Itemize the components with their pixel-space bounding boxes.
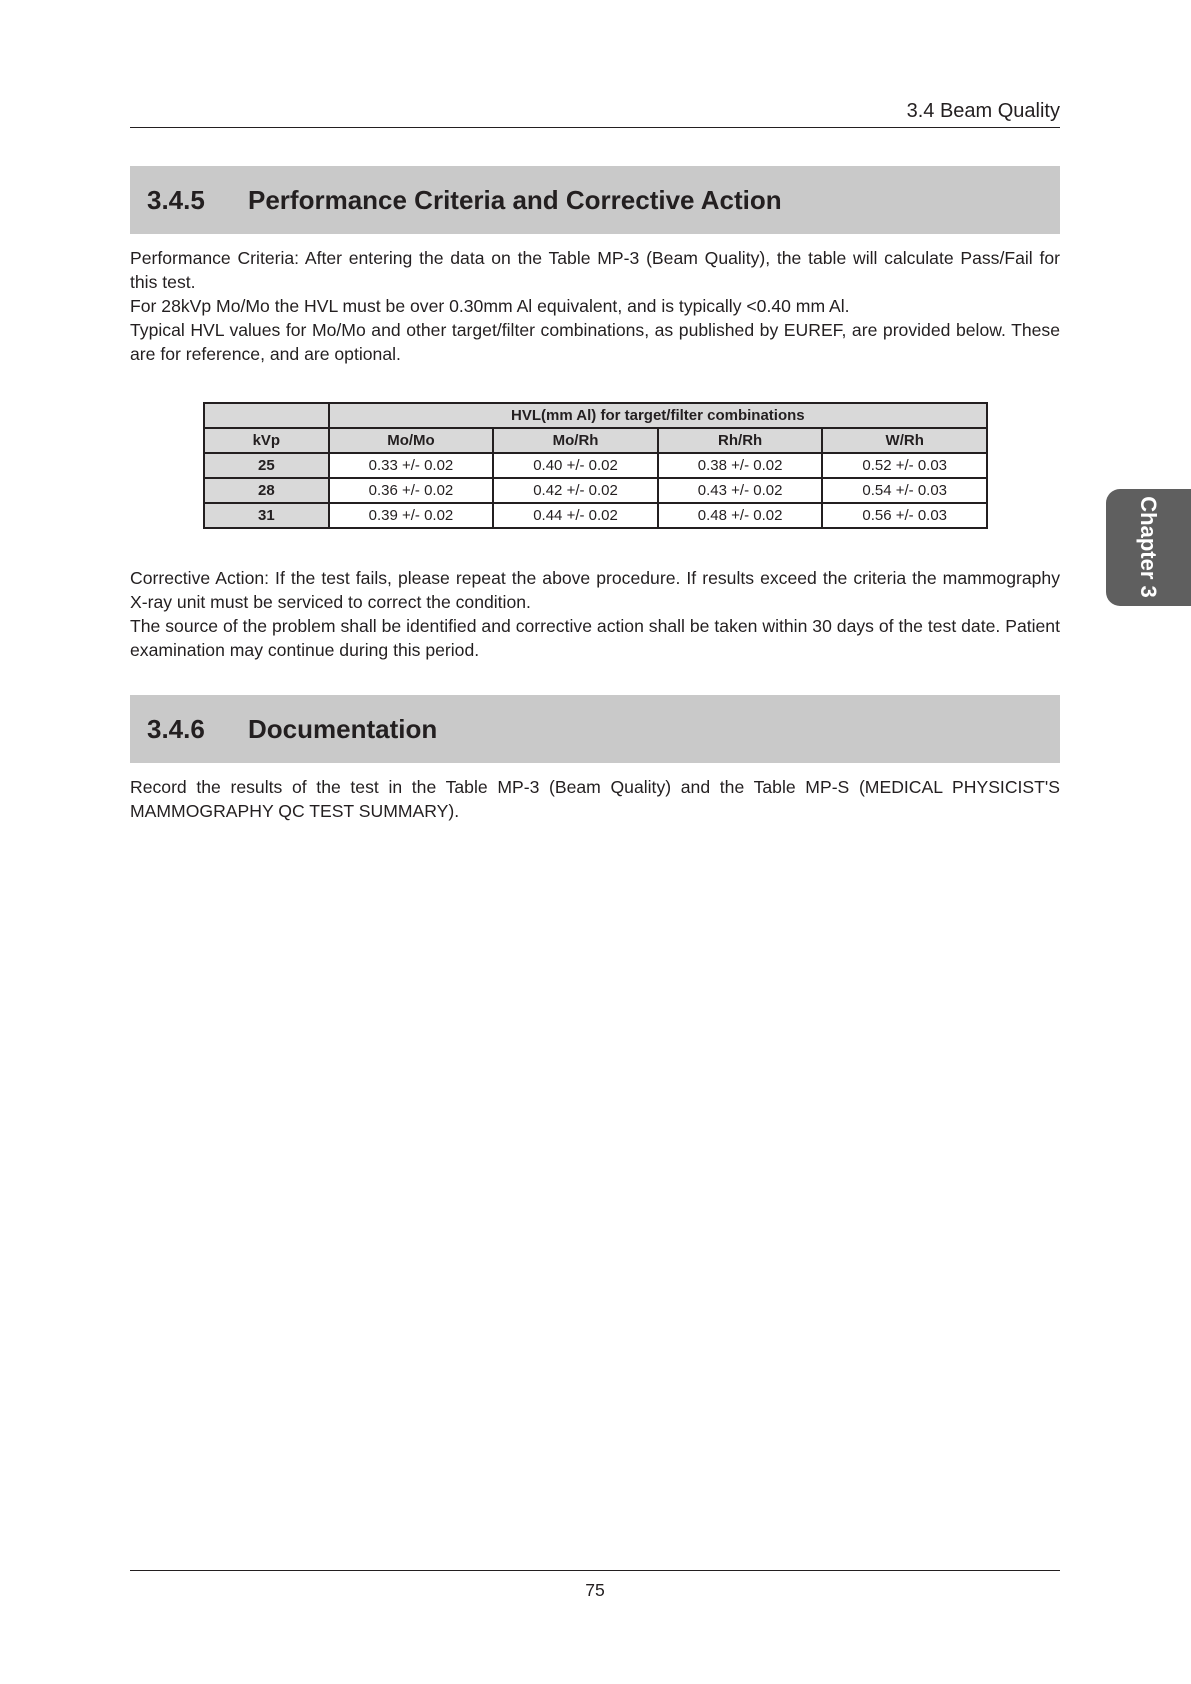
kvp-cell: 25 — [204, 453, 329, 478]
column-header-rh-rh: Rh/Rh — [658, 428, 823, 453]
page-number: 75 — [585, 1580, 605, 1600]
table-row — [204, 453, 987, 478]
kvp-cell: 31 — [204, 503, 329, 528]
paragraph: Performance Criteria: After entering the data on the Table MP-3 (Beam Quality), the table will calculate Pass/Fail for this test. — [130, 248, 1060, 292]
paragraph: Typical HVL values for Mo/Mo and other target/filter combinations, as published by EUREF, are provided below. These are for reference, and are optional. — [130, 320, 1060, 364]
table-row — [204, 503, 987, 528]
table-header-row — [204, 428, 987, 453]
column-header-mo-rh: Mo/Rh — [493, 428, 658, 453]
section-heading-3-4-6 — [130, 695, 1060, 763]
table-cell: 0.38 +/- 0.02 — [658, 453, 823, 478]
section-heading-3-4-5 — [130, 166, 1060, 234]
table-cell: 0.56 +/- 0.03 — [822, 503, 987, 528]
chapter-tab-label: Chapter 3 — [1136, 496, 1161, 598]
chapter-tab — [1106, 489, 1191, 606]
section-number: 3.4.6 — [147, 713, 205, 744]
column-header-mo-mo: Mo/Mo — [329, 428, 494, 453]
footer-rule — [130, 1570, 1060, 1571]
table-group-header-row — [204, 403, 987, 428]
performance-criteria-text — [130, 246, 1060, 366]
header-rule — [130, 127, 1060, 128]
table-cell: 0.44 +/- 0.02 — [493, 503, 658, 528]
section-title: Documentation — [248, 713, 438, 744]
paragraph: Record the results of the test in the Table MP-3 (Beam Quality) and the Table MP-S (MEDICAL PHYSICIST'S MAMMOGRAPHY QC TEST SUMMARY). — [130, 777, 1060, 821]
section-number: 3.4.5 — [147, 184, 205, 215]
column-header-w-rh: W/Rh — [822, 428, 987, 453]
paragraph: The source of the problem shall be identified and corrective action shall be taken within 30 days of the test date. Patient examination may continue during this period. — [130, 616, 1060, 660]
table-cell: 0.39 +/- 0.02 — [329, 503, 494, 528]
table-cell: 0.52 +/- 0.03 — [822, 453, 987, 478]
table-group-header: HVL(mm Al) for target/filter combinations — [329, 403, 987, 428]
column-header-kvp: kVp — [204, 428, 329, 453]
table-cell: 0.36 +/- 0.02 — [329, 478, 494, 503]
table-corner-cell — [204, 403, 329, 428]
section-title: Performance Criteria and Corrective Action — [248, 184, 782, 215]
table-cell: 0.43 +/- 0.02 — [658, 478, 823, 503]
table-row — [204, 478, 987, 503]
hvl-table — [203, 402, 988, 529]
table-cell: 0.54 +/- 0.03 — [822, 478, 987, 503]
paragraph: For 28kVp Mo/Mo the HVL must be over 0.30mm Al equivalent, and is typically <0.40 mm Al. — [130, 296, 850, 316]
corrective-action-text — [130, 566, 1060, 662]
table-cell: 0.33 +/- 0.02 — [329, 453, 494, 478]
running-header: 3.4 Beam Quality — [906, 100, 1060, 122]
table-cell: 0.42 +/- 0.02 — [493, 478, 658, 503]
kvp-cell: 28 — [204, 478, 329, 503]
table-cell: 0.48 +/- 0.02 — [658, 503, 823, 528]
documentation-text — [130, 775, 1060, 823]
paragraph: Corrective Action: If the test fails, please repeat the above procedure. If results exceed the criteria the mammography X-ray unit must be serviced to correct the condition. — [130, 568, 1060, 612]
table-cell: 0.40 +/- 0.02 — [493, 453, 658, 478]
